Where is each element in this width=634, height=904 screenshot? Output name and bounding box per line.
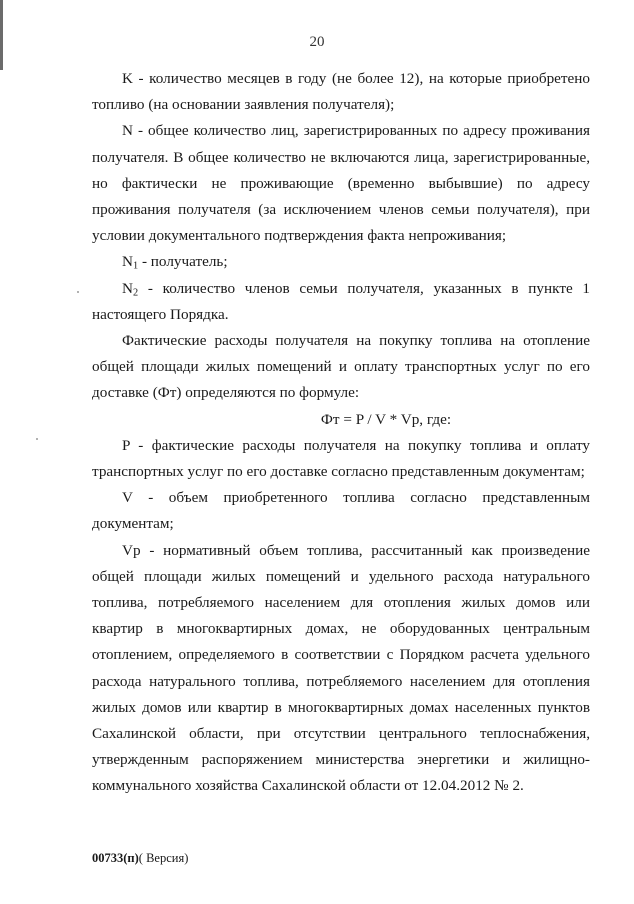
formula: Фт = P / V * Vp, где:	[320, 410, 452, 428]
n1-subscript: 1	[132, 261, 139, 272]
document-body	[92, 66, 590, 800]
n1-symbol: N	[122, 253, 133, 271]
n2-symbol: N	[122, 279, 133, 297]
paragraph-n-definition: N - общее количество лиц, зарегистрированных по адресу проживания получателя. В общее количество не включаются лица, зарегистрированные, но фактически не проживающие (временно выбывшие) по адресу проживания получателя (за исключением членов семьи получателя), при условии документального подтверждения факта непроживания;	[92, 122, 590, 245]
n1-text: - получатель;	[138, 253, 228, 271]
paragraph-vp-definition: Vp - нормативный объем топлива, рассчитанный как произведение общей площади жилых помещений и удельного расхода натурального топлива, потребляемого населением для отопления жилых домов или квартир в многоквартирных домах, не оборудованных центральным отоплением, определяемого в соответствии с Порядком расчета удельного расхода натурального топлива, потребляемого населением для отопления жилых домов или квартир в многоквартирных домах населенных пунктов Сахалинской области, при отсутствии центрального теплоснабжения, утвержденным распоряжением министерства энергетики и жилищно-коммунального хозяйства Сахалинской области от 12.04.2012 № 2.	[92, 541, 590, 795]
paragraph-v-definition: V - объем приобретенного топлива согласно представленным документам;	[92, 489, 590, 533]
paragraph-k-definition: K - количество месяцев в году (не более 12), на которые приобретено топливо (на основании заявления получателя);	[92, 70, 590, 114]
scan-speck	[36, 438, 38, 440]
n2-text: - количество членов семьи получателя, указанных в пункте 1 настоящего Порядка.	[92, 279, 590, 323]
paragraph-p-definition: P - фактические расходы получателя на покупку топлива и оплату транспортных услуг по его доставке согласно представленным документам;	[92, 436, 590, 481]
page-number: 20	[309, 34, 325, 50]
scan-speck	[77, 291, 79, 293]
document-code: 00733(п)	[92, 851, 139, 865]
n2-subscript: 2	[132, 287, 139, 299]
paragraph-n2-definition	[92, 276, 590, 328]
document-footer	[92, 851, 188, 866]
paragraph-actual-costs: Фактические расходы получателя на покупку топлива на отопление общей площади жилых помещений и оплату транспортных услуг по его доставке (Фт) определяются по формуле:	[92, 332, 590, 402]
document-version: ( Версия)	[138, 851, 189, 865]
paragraph-n1-definition	[92, 249, 590, 275]
